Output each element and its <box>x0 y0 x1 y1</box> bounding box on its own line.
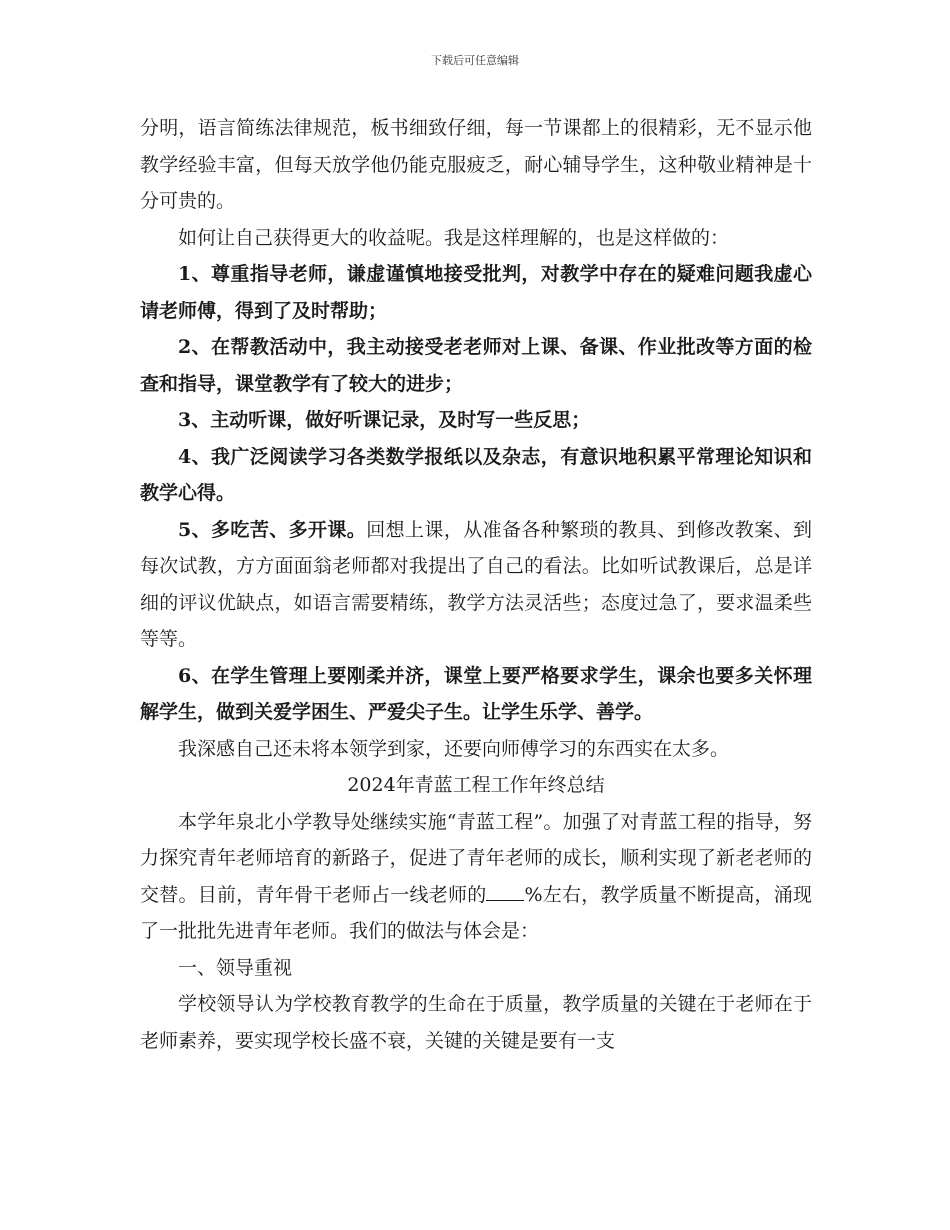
paragraph-conclusion: 我深感自己还未将本领学到家，还要向师傅学习的东西实在太多。 <box>178 737 730 760</box>
list-item-5-heading: 5、多吃苦、多开课。 <box>178 518 367 541</box>
list-item-4: 4、我广泛阅读学习各类数学报纸以及杂志，有意识地积累平常理论知识和教学心得。 <box>140 445 812 504</box>
list-item-5 <box>140 512 812 658</box>
list-item-6: 6、在学生管理上要刚柔并济，课堂上要严格要求学生，课余也要多关怀理解学生，做到关爱学困生、严爱尖子生。让学生乐学、善学。 <box>140 664 812 723</box>
paragraph-leadership: 学校领导认为学校教育教学的生命在于质量，教学质量的关键在于老师在于老师素养，要实现学校长盛不衰，关键的关键是要有一支 <box>140 993 812 1052</box>
document-body <box>140 110 812 1059</box>
list-item-5-body: 回想上课，从准备各种繁琐的教具、到修改教案、到每次试教，方方面面翁老师都对我提出了自己的看法。比如听试教课后，总是详细的评议优缺点，如语言需要精练，教学方法灵活些；态度过急了，要求温柔些等等。 <box>140 518 812 650</box>
list-item-1: 1、尊重指导老师，谦虚谨慎地接受批判，对教学中存在的疑难问题我虚心请老师傅，得到了及时帮助； <box>140 263 812 322</box>
paragraph-intro-part-b: %左右，教学质量不断提高，涌现了一批批先进青年老师。我们的做法与体会是： <box>140 883 812 942</box>
list-item-3: 3、主动听课，做好听课记录，及时写一些反思； <box>178 409 591 431</box>
section-title: 2024年青蓝工程工作年终总结 <box>347 774 605 796</box>
paragraph-continuation: 分明，语言简练法律规范，板书细致仔细，每一节课都上的很精彩，无不显示他教学经验丰富，但每天放学他仍能克服疲乏，耐心辅导学生，这种敬业精神是十分可贵的。 <box>140 117 812 212</box>
page-header: 下载后可任意编辑 <box>431 54 519 67</box>
subsection-heading: 一、领导重视 <box>178 956 293 979</box>
fill-in-blank <box>486 882 524 901</box>
paragraph-question: 如何让自己获得更大的收益呢。我是这样理解的，也是这样做的： <box>178 226 730 249</box>
paragraph-intro <box>140 804 812 950</box>
paragraph-intro-part-a: 本学年泉北小学教导处继续实施“青蓝工程”。加强了对青蓝工程的指导，努力探究青年老师培育的新路子，促进了青年老师的成长，顺利实现了新老老师的交替。目前，青年骨干老师占一线老师的 <box>140 810 812 906</box>
list-item-2: 2、在帮教活动中，我主动接受老老师对上课、备课、作业批改等方面的检查和指导，课堂教学有了较大的进步； <box>140 336 812 395</box>
